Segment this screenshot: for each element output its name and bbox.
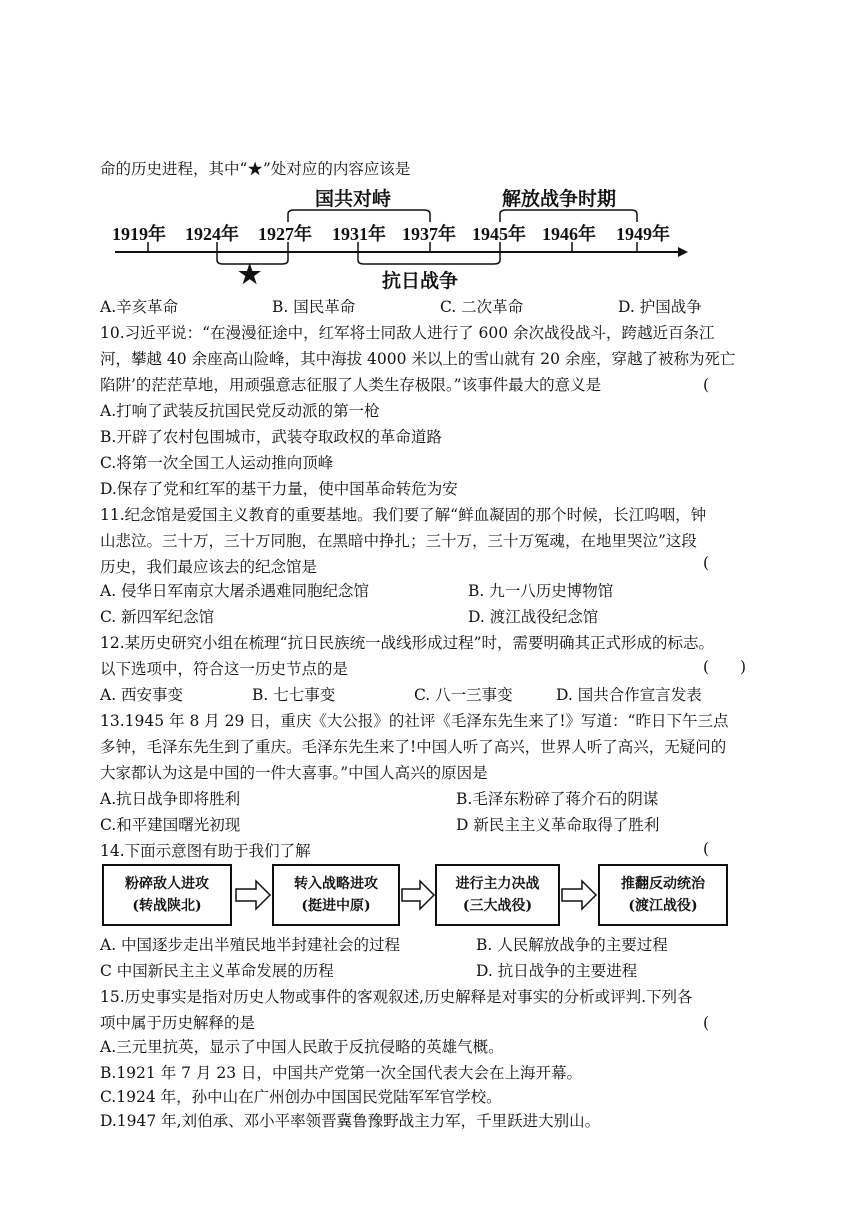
q13-option-b[interactable]: B.毛泽东粉碎了蒋介石的阴谋 xyxy=(456,790,659,808)
q10-stem-line-1: 10.习近平说：“在漫漫征途中，红军将士同敌人进行了 600 余次战役战斗，跨越近百条江 xyxy=(100,324,715,342)
flow-box-3-subtitle: (三大战役) xyxy=(462,898,533,914)
q10-option-b[interactable]: B.开辟了农村包围城市，武装夺取政权的革命道路 xyxy=(100,428,442,446)
q12-option-b[interactable]: B. 七七事变 xyxy=(252,686,336,704)
timeline-year-1946: 1946年 xyxy=(542,224,596,244)
q11-option-a[interactable]: A. 侵华日军南京大屠杀遇难同胞纪念馆 xyxy=(100,582,370,600)
q12-option-d[interactable]: D. 国共合作宣言发表 xyxy=(556,686,702,704)
flow-box-decisive-battles xyxy=(435,864,560,926)
q12-option-a[interactable]: A. 西安事变 xyxy=(100,686,184,704)
flow-box-crush-offensive xyxy=(102,864,232,926)
timeline-year-1927: 1927年 xyxy=(258,224,312,244)
flow-box-overthrow-rule xyxy=(598,864,728,926)
q9-option-d[interactable]: D. 护国战争 xyxy=(618,298,702,316)
q12-stem-line-2: 以下选项中，符合这一历史节点的是 xyxy=(100,660,349,678)
q13-option-a[interactable]: A.抗日战争即将胜利 xyxy=(100,790,241,808)
q14-option-a[interactable]: A. 中国逐步走出半殖民地半封建社会的过程 xyxy=(100,936,401,954)
q15-option-d[interactable]: D.1947 年,刘伯承、邓小平率领晋冀鲁豫野战主力军，千里跃进大别山。 xyxy=(100,1112,601,1130)
q15-stem-line-1: 15.历史事实是指对历史人物或事件的客观叙述,历史解释是对事实的分析或评判.下列各 xyxy=(100,988,693,1006)
timeline-label-kmt-cpc-confrontation: 国共对峙 xyxy=(315,188,392,210)
q12-option-c[interactable]: C. 八一三事变 xyxy=(414,686,513,704)
flow-arrow-2 xyxy=(400,878,436,912)
timeline-year-1945: 1945年 xyxy=(472,224,526,244)
flow-box-4-subtitle: (渡江战役) xyxy=(628,898,698,914)
q13-option-d[interactable]: D 新民主主义革命取得了胜利 xyxy=(456,816,660,834)
q9-option-c[interactable]: C. 二次革命 xyxy=(440,298,524,316)
q11-answer-bracket[interactable]: ( xyxy=(703,554,710,572)
timeline-year-1924: 1924年 xyxy=(185,224,239,244)
timeline-label-liberation-war: 解放战争时期 xyxy=(502,188,617,210)
q10-option-a[interactable]: A.打响了武装反抗国民党反动派的第一枪 xyxy=(100,402,380,420)
flow-box-1-subtitle: (转战陕北) xyxy=(132,898,202,914)
flow-arrow-3 xyxy=(560,878,598,912)
q10-option-d[interactable]: D.保存了党和红军的基干力量，使中国革命转危为安 xyxy=(100,480,458,498)
q11-option-d[interactable]: D. 渡江战役纪念馆 xyxy=(468,608,599,626)
q13-stem-line-2: 多钟，毛泽东先生到了重庆。毛泽东先生来了!中国人听了高兴，世界人听了高兴，无疑问的 xyxy=(100,738,727,756)
q11-option-c[interactable]: C. 新四军纪念馆 xyxy=(100,608,215,626)
q14-stem: 14.下面示意图有助于我们了解 xyxy=(100,842,311,860)
q13-stem-line-3: 大家都认为这是中国的一件大喜事。”中国人高兴的原因是 xyxy=(100,764,488,782)
timeline-year-1919: 1919年 xyxy=(112,224,166,244)
q11-stem-line-1: 11.纪念馆是爱国主义教育的重要基地。我们要了解“鲜血凝固的那个时候，长江呜咽，钟 xyxy=(100,506,707,524)
q10-option-c[interactable]: C.将第一次全国工人运动推向顶峰 xyxy=(100,454,334,472)
q14-answer-bracket[interactable]: ( xyxy=(703,840,710,858)
q10-stem-line-2: 河，攀越 40 余座高山险峰，其中海拔 4000 米以上的雪山就有 20 余座，穿越了被称为死亡 xyxy=(100,350,736,368)
flow-box-2-subtitle: (挺进中原) xyxy=(301,898,371,914)
flow-arrow-1 xyxy=(234,878,272,912)
q11-option-b[interactable]: B. 九一八历史博物馆 xyxy=(468,582,614,600)
flow-box-strategic-offensive xyxy=(272,864,400,926)
q13-option-c[interactable]: C.和平建国曙光初现 xyxy=(100,816,241,834)
q14-option-c[interactable]: C 中国新民主主义革命发展的历程 xyxy=(100,962,334,980)
flow-box-4-title: 推翻反动统治 xyxy=(621,876,705,892)
q15-option-c[interactable]: C.1924 年，孙中山在广州创办中国国民党陆军军官学校。 xyxy=(100,1088,502,1106)
timeline-label-anti-japanese-war: 抗日战争 xyxy=(382,270,459,292)
q13-stem-line-1: 13.1945 年 8 月 29 日，重庆《大公报》的社评《毛泽东先生来了!》写道：“昨日下午三点 xyxy=(100,712,729,730)
q11-stem-line-3: 历史，我们最应该去的纪念馆是 xyxy=(100,558,318,576)
q15-option-a[interactable]: A.三元里抗英，显示了中国人民敢于反抗侵略的英雄气概。 xyxy=(100,1038,504,1056)
flow-box-2-title: 转入战略进攻 xyxy=(294,876,378,892)
q12-stem-line-1: 12.某历史研究小组在梳理“抗日民族统一战线形成过程”时，需要明确其正式形成的标志。 xyxy=(100,634,715,652)
q11-stem-line-2: 山悲泣。三十万，三十万同胞，在黑暗中挣扎；三十万，三十万冤魂，在地里哭泣”这段 xyxy=(100,532,697,550)
q14-option-d[interactable]: D. 抗日战争的主要进程 xyxy=(476,962,638,980)
star-icon: ★ xyxy=(238,260,262,290)
q12-answer-bracket[interactable]: ( ) xyxy=(703,658,747,676)
q15-stem-line-2: 项中属于历史解释的是 xyxy=(100,1014,256,1032)
q14-option-b[interactable]: B. 人民解放战争的主要过程 xyxy=(476,936,668,954)
timeline-diagram xyxy=(110,180,690,295)
flow-box-3-title: 进行主力决战 xyxy=(455,876,540,892)
timeline-year-1931: 1931年 xyxy=(332,224,386,244)
q9-stem: 命的历史进程，其中“★”处对应的内容应该是 xyxy=(100,160,411,178)
q15-option-b[interactable]: B.1921 年 7 月 23 日，中国共产党第一次全国代表大会在上海开幕。 xyxy=(100,1064,582,1082)
q15-answer-bracket[interactable]: ( xyxy=(703,1014,710,1032)
q9-option-a[interactable]: A.辛亥革命 xyxy=(100,298,179,316)
flow-box-1-title: 粉碎敌人进攻 xyxy=(125,876,209,892)
timeline-year-1937: 1937年 xyxy=(402,224,456,244)
q10-answer-bracket[interactable]: ( xyxy=(703,376,710,394)
q9-option-b[interactable]: B. 国民革命 xyxy=(272,298,356,316)
timeline-year-1949: 1949年 xyxy=(616,224,670,244)
q10-stem-line-3: 陷阱’的茫茫草地，用顽强意志征服了人类生存极限。”该事件最大的意义是 xyxy=(100,376,602,394)
